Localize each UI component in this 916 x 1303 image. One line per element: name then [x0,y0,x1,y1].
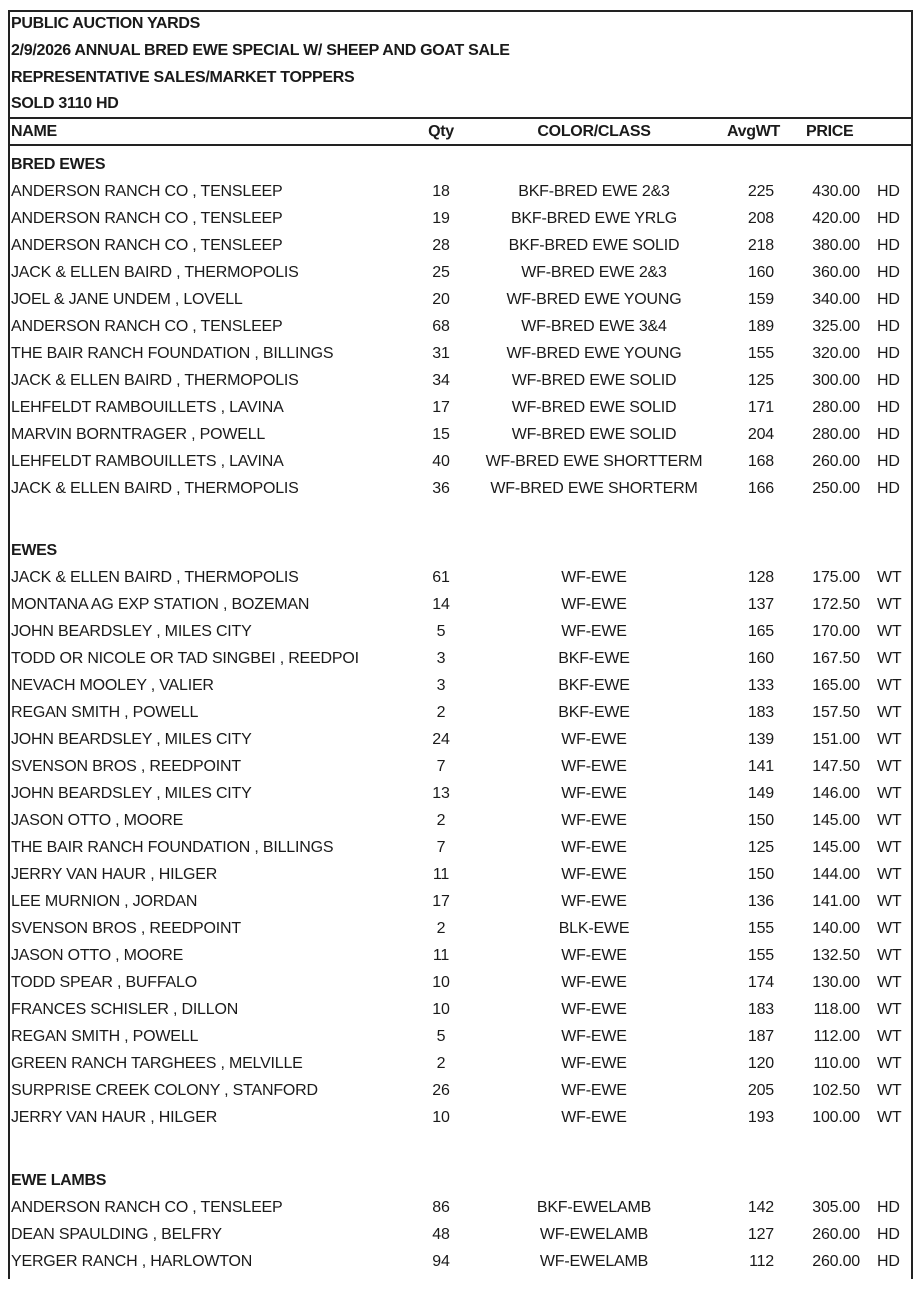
price-unit: WT [877,1109,902,1126]
color-class: WF-EWE [561,1109,627,1126]
price-unit: WT [877,1055,902,1072]
quantity: 68 [432,318,450,335]
color-class: WF-BRED EWE SOLID [511,399,677,416]
price-unit: HD [877,291,900,308]
color-class: WF-BRED EWE SOLID [511,372,677,389]
color-class: WF-EWE [561,947,627,964]
price: 132.50 [812,947,860,964]
table-row [0,421,916,448]
color-class: WF-EWE [561,596,627,613]
seller-name: TODD SPEAR , BUFFALO [11,974,197,991]
quantity: 31 [432,345,450,362]
seller-name: JACK & ELLEN BAIRD , THERMOPOLIS [11,264,299,281]
color-class: WF-EWE [561,839,627,856]
color-class: WF-EWELAMB [539,1253,649,1270]
table-row [0,861,916,888]
average-weight: 125 [747,839,774,856]
seller-name: SVENSON BROS , REEDPOINT [11,920,241,937]
table-row [0,834,916,861]
color-class: WF-EWE [561,1055,627,1072]
seller-name: LEHFELDT RAMBOUILLETS , LAVINA [11,399,284,416]
seller-name: ANDERSON RANCH CO , TENSLEEP [11,237,283,254]
color-class: BKF-BRED EWE YRLG [510,210,678,227]
column-header-qty: Qty [428,123,454,140]
table-row [0,448,916,475]
price: 146.00 [812,785,860,802]
price: 147.50 [812,758,860,775]
seller-name: YERGER RANCH , HARLOWTON [11,1253,253,1270]
seller-name: ANDERSON RANCH CO , TENSLEEP [11,1199,283,1216]
quantity: 2 [436,920,446,937]
seller-name: JOHN BEARDSLEY , MILES CITY [11,623,252,640]
price: 300.00 [812,372,860,389]
average-weight: 165 [747,623,774,640]
price-unit: WT [877,1001,902,1018]
quantity: 61 [432,569,450,586]
quantity: 19 [432,210,450,227]
price: 420.00 [812,210,860,227]
seller-name: JACK & ELLEN BAIRD , THERMOPOLIS [11,480,299,497]
price-unit: WT [877,596,902,613]
quantity: 17 [432,893,450,910]
price-unit: WT [877,893,902,910]
report-title: PUBLIC AUCTION YARDS [11,15,200,32]
price: 172.50 [812,596,860,613]
color-class: WF-EWE [561,785,627,802]
price: 102.50 [812,1082,860,1099]
table-row [0,1194,916,1221]
table-row [0,996,916,1023]
seller-name: JACK & ELLEN BAIRD , THERMOPOLIS [11,569,299,586]
average-weight: 128 [747,569,774,586]
seller-name: JASON OTTO , MOORE [11,812,184,829]
price: 280.00 [812,426,860,443]
price-unit: HD [877,1253,900,1270]
average-weight: 149 [747,785,774,802]
price: 151.00 [812,731,860,748]
table-row [0,475,916,502]
seller-name: JACK & ELLEN BAIRD , THERMOPOLIS [11,372,299,389]
seller-name: FRANCES SCHISLER , DILLON [11,1001,239,1018]
table-row [0,232,916,259]
price: 144.00 [812,866,860,883]
color-class: WF-BRED EWE YOUNG [506,345,682,362]
table-row [0,888,916,915]
quantity: 20 [432,291,450,308]
price: 175.00 [812,569,860,586]
price-unit: WT [877,1028,902,1045]
price-unit: WT [877,758,902,775]
price: 280.00 [812,399,860,416]
price: 100.00 [812,1109,860,1126]
seller-name: JASON OTTO , MOORE [11,947,184,964]
average-weight: 166 [747,480,774,497]
table-row [0,1104,916,1131]
average-weight: 208 [747,210,774,227]
seller-name: ANDERSON RANCH CO , TENSLEEP [11,318,283,335]
column-header-avgwt: AvgWT [727,123,781,140]
color-class: WF-EWE [561,893,627,910]
seller-name: JOHN BEARDSLEY , MILES CITY [11,785,252,802]
quantity: 17 [432,399,450,416]
seller-name: SURPRISE CREEK COLONY , STANFORD [11,1082,318,1099]
quantity: 5 [436,623,446,640]
table-row [0,780,916,807]
seller-name: GREEN RANCH TARGHEES , MELVILLE [11,1055,303,1072]
price-unit: WT [877,731,902,748]
price: 118.00 [813,1001,860,1018]
table-row [0,286,916,313]
seller-name: JERRY VAN HAUR , HILGER [11,866,218,883]
seller-name: LEHFELDT RAMBOUILLETS , LAVINA [11,453,284,470]
quantity: 5 [436,1028,446,1045]
quantity: 13 [432,785,450,802]
seller-name: REGAN SMITH , POWELL [11,704,199,721]
color-class: WF-BRED EWE SOLID [511,426,677,443]
price: 167.50 [812,650,860,667]
price-unit: HD [877,372,900,389]
seller-name: ANDERSON RANCH CO , TENSLEEP [11,210,283,227]
quantity: 3 [436,650,446,667]
color-class: WF-EWE [561,623,627,640]
section-heading: BRED EWES [11,156,106,173]
column-header-price: PRICE [806,123,854,140]
color-class: WF-BRED EWE YOUNG [506,291,682,308]
quantity: 18 [432,183,450,200]
quantity: 86 [432,1199,450,1216]
color-class: BKF-EWE [558,704,630,721]
price-unit: HD [877,453,900,470]
average-weight: 174 [747,974,774,991]
average-weight: 127 [747,1226,774,1243]
price-unit: HD [877,1226,900,1243]
price-unit: WT [877,974,902,991]
price-unit: WT [877,623,902,640]
table-row [0,753,916,780]
quantity: 10 [432,1109,450,1126]
average-weight: 159 [747,291,774,308]
price-unit: WT [877,866,902,883]
average-weight: 125 [747,372,774,389]
color-class: WF-EWE [561,758,627,775]
average-weight: 137 [747,596,774,613]
price: 165.00 [812,677,860,694]
color-class: WF-BRED EWE SHORTTERM [485,453,703,470]
color-class: BKF-EWE [558,650,630,667]
average-weight: 150 [747,866,774,883]
price-unit: WT [877,650,902,667]
price-unit: WT [877,947,902,964]
quantity: 11 [432,866,450,883]
quantity: 40 [432,453,450,470]
color-class: BKF-EWE [558,677,630,694]
average-weight: 187 [747,1028,774,1045]
column-header-name: NAME [11,123,57,140]
color-class: WF-BRED EWE 2&3 [521,264,667,281]
color-class: WF-EWE [561,1082,627,1099]
price: 250.00 [812,480,860,497]
price-unit: WT [877,704,902,721]
price: 157.50 [812,704,860,721]
average-weight: 112 [749,1253,774,1270]
table-row [0,259,916,286]
color-class: WF-EWE [561,569,627,586]
table-row [0,205,916,232]
price: 130.00 [812,974,860,991]
color-class: WF-BRED EWE SHORTERM [490,480,698,497]
price: 325.00 [812,318,860,335]
color-class: WF-EWE [561,1028,627,1045]
price-unit: HD [877,237,900,254]
average-weight: 160 [747,650,774,667]
table-row [0,915,916,942]
section-heading: EWES [11,542,57,559]
price-unit: HD [877,399,900,416]
price: 110.00 [813,1055,860,1072]
table-row [0,699,916,726]
table-row [0,367,916,394]
table-row [0,1248,916,1275]
price-unit: HD [877,318,900,335]
color-class: WF-EWE [561,731,627,748]
quantity: 48 [432,1226,450,1243]
quantity: 10 [432,1001,450,1018]
price: 360.00 [812,264,860,281]
table-row [0,969,916,996]
price-unit: HD [877,480,900,497]
quantity: 15 [432,426,450,443]
quantity: 28 [432,237,450,254]
color-class: WF-EWE [561,1001,627,1018]
seller-name: JERRY VAN HAUR , HILGER [11,1109,218,1126]
price: 140.00 [812,920,860,937]
quantity: 7 [436,758,446,775]
table-row [0,726,916,753]
table-row [0,1221,916,1248]
table-row [0,340,916,367]
average-weight: 193 [747,1109,774,1126]
price-unit: WT [877,677,902,694]
price: 260.00 [812,453,860,470]
average-weight: 120 [747,1055,774,1072]
average-weight: 155 [747,345,774,362]
color-class: BKF-BRED EWE SOLID [508,237,680,254]
average-weight: 168 [747,453,774,470]
price-unit: HD [877,210,900,227]
seller-name: MONTANA AG EXP STATION , BOZEMAN [11,596,310,613]
seller-name: JOEL & JANE UNDEM , LOVELL [11,291,243,308]
quantity: 94 [432,1253,450,1270]
average-weight: 155 [747,947,774,964]
seller-name: ANDERSON RANCH CO , TENSLEEP [11,183,283,200]
table-row [0,942,916,969]
average-weight: 136 [747,893,774,910]
price-unit: HD [877,1199,900,1216]
average-weight: 183 [747,704,774,721]
price-unit: WT [877,812,902,829]
seller-name: MARVIN BORNTRAGER , POWELL [11,426,266,443]
price-unit: WT [877,839,902,856]
sale-title: 2/9/2026 ANNUAL BRED EWE SPECIAL W/ SHEEP AND GOAT SALE [11,42,510,59]
quantity: 2 [436,812,446,829]
average-weight: 142 [747,1199,774,1216]
price: 170.00 [812,623,860,640]
report-subtitle: REPRESENTATIVE SALES/MARKET TOPPERS [11,69,355,86]
average-weight: 189 [747,318,774,335]
column-header-class: COLOR/CLASS [537,123,651,140]
color-class: WF-EWE [561,866,627,883]
sold-count: SOLD 3110 HD [11,95,119,112]
price-unit: HD [877,426,900,443]
price: 380.00 [812,237,860,254]
price: 320.00 [812,345,860,362]
table-row [0,313,916,340]
average-weight: 225 [747,183,774,200]
table-row [0,591,916,618]
price: 340.00 [812,291,860,308]
price-unit: HD [877,345,900,362]
color-class: WF-BRED EWE 3&4 [521,318,667,335]
quantity: 25 [432,264,450,281]
average-weight: 218 [747,237,774,254]
price: 145.00 [812,812,860,829]
price: 141.00 [812,893,860,910]
price-unit: WT [877,920,902,937]
price-unit: WT [877,569,902,586]
quantity: 10 [432,974,450,991]
average-weight: 204 [747,426,774,443]
quantity: 34 [432,372,450,389]
table-row [0,1050,916,1077]
table-row [0,645,916,672]
seller-name: JOHN BEARDSLEY , MILES CITY [11,731,252,748]
color-class: WF-EWELAMB [539,1226,649,1243]
average-weight: 139 [747,731,774,748]
quantity: 24 [432,731,450,748]
color-class: BKF-EWELAMB [536,1199,652,1216]
table-row [0,1077,916,1104]
average-weight: 150 [747,812,774,829]
column-header-divider [8,144,913,146]
color-class: WF-EWE [561,974,627,991]
price: 260.00 [812,1226,860,1243]
quantity: 2 [436,1055,446,1072]
table-row [0,618,916,645]
average-weight: 183 [747,1001,774,1018]
average-weight: 133 [747,677,774,694]
price: 260.00 [812,1253,860,1270]
seller-name: TODD OR NICOLE OR TAD SINGBEI , REEDPOI [11,650,359,667]
quantity: 14 [432,596,450,613]
seller-name: THE BAIR RANCH FOUNDATION , BILLINGS [11,839,334,856]
table-row [0,672,916,699]
table-row [0,807,916,834]
seller-name: DEAN SPAULDING , BELFRY [11,1226,222,1243]
quantity: 7 [436,839,446,856]
section-heading: EWE LAMBS [11,1172,107,1189]
color-class: WF-EWE [561,812,627,829]
price-unit: WT [877,1082,902,1099]
price-unit: WT [877,785,902,802]
quantity: 26 [432,1082,450,1099]
color-class: BLK-EWE [558,920,630,937]
seller-name: THE BAIR RANCH FOUNDATION , BILLINGS [11,345,334,362]
average-weight: 160 [747,264,774,281]
average-weight: 155 [747,920,774,937]
seller-name: SVENSON BROS , REEDPOINT [11,758,241,775]
quantity: 36 [432,480,450,497]
quantity: 3 [436,677,446,694]
average-weight: 141 [747,758,774,775]
seller-name: REGAN SMITH , POWELL [11,1028,199,1045]
quantity: 2 [436,704,446,721]
color-class: BKF-BRED EWE 2&3 [518,183,670,200]
seller-name: LEE MURNION , JORDAN [11,893,198,910]
average-weight: 171 [747,399,774,416]
price-unit: HD [877,183,900,200]
price-unit: HD [877,264,900,281]
price: 145.00 [812,839,860,856]
table-row [0,1023,916,1050]
table-row [0,564,916,591]
average-weight: 205 [747,1082,774,1099]
table-row [0,394,916,421]
seller-name: NEVACH MOOLEY , VALIER [11,677,214,694]
price: 112.00 [813,1028,860,1045]
price: 305.00 [812,1199,860,1216]
quantity: 11 [432,947,450,964]
table-row [0,178,916,205]
price: 430.00 [812,183,860,200]
